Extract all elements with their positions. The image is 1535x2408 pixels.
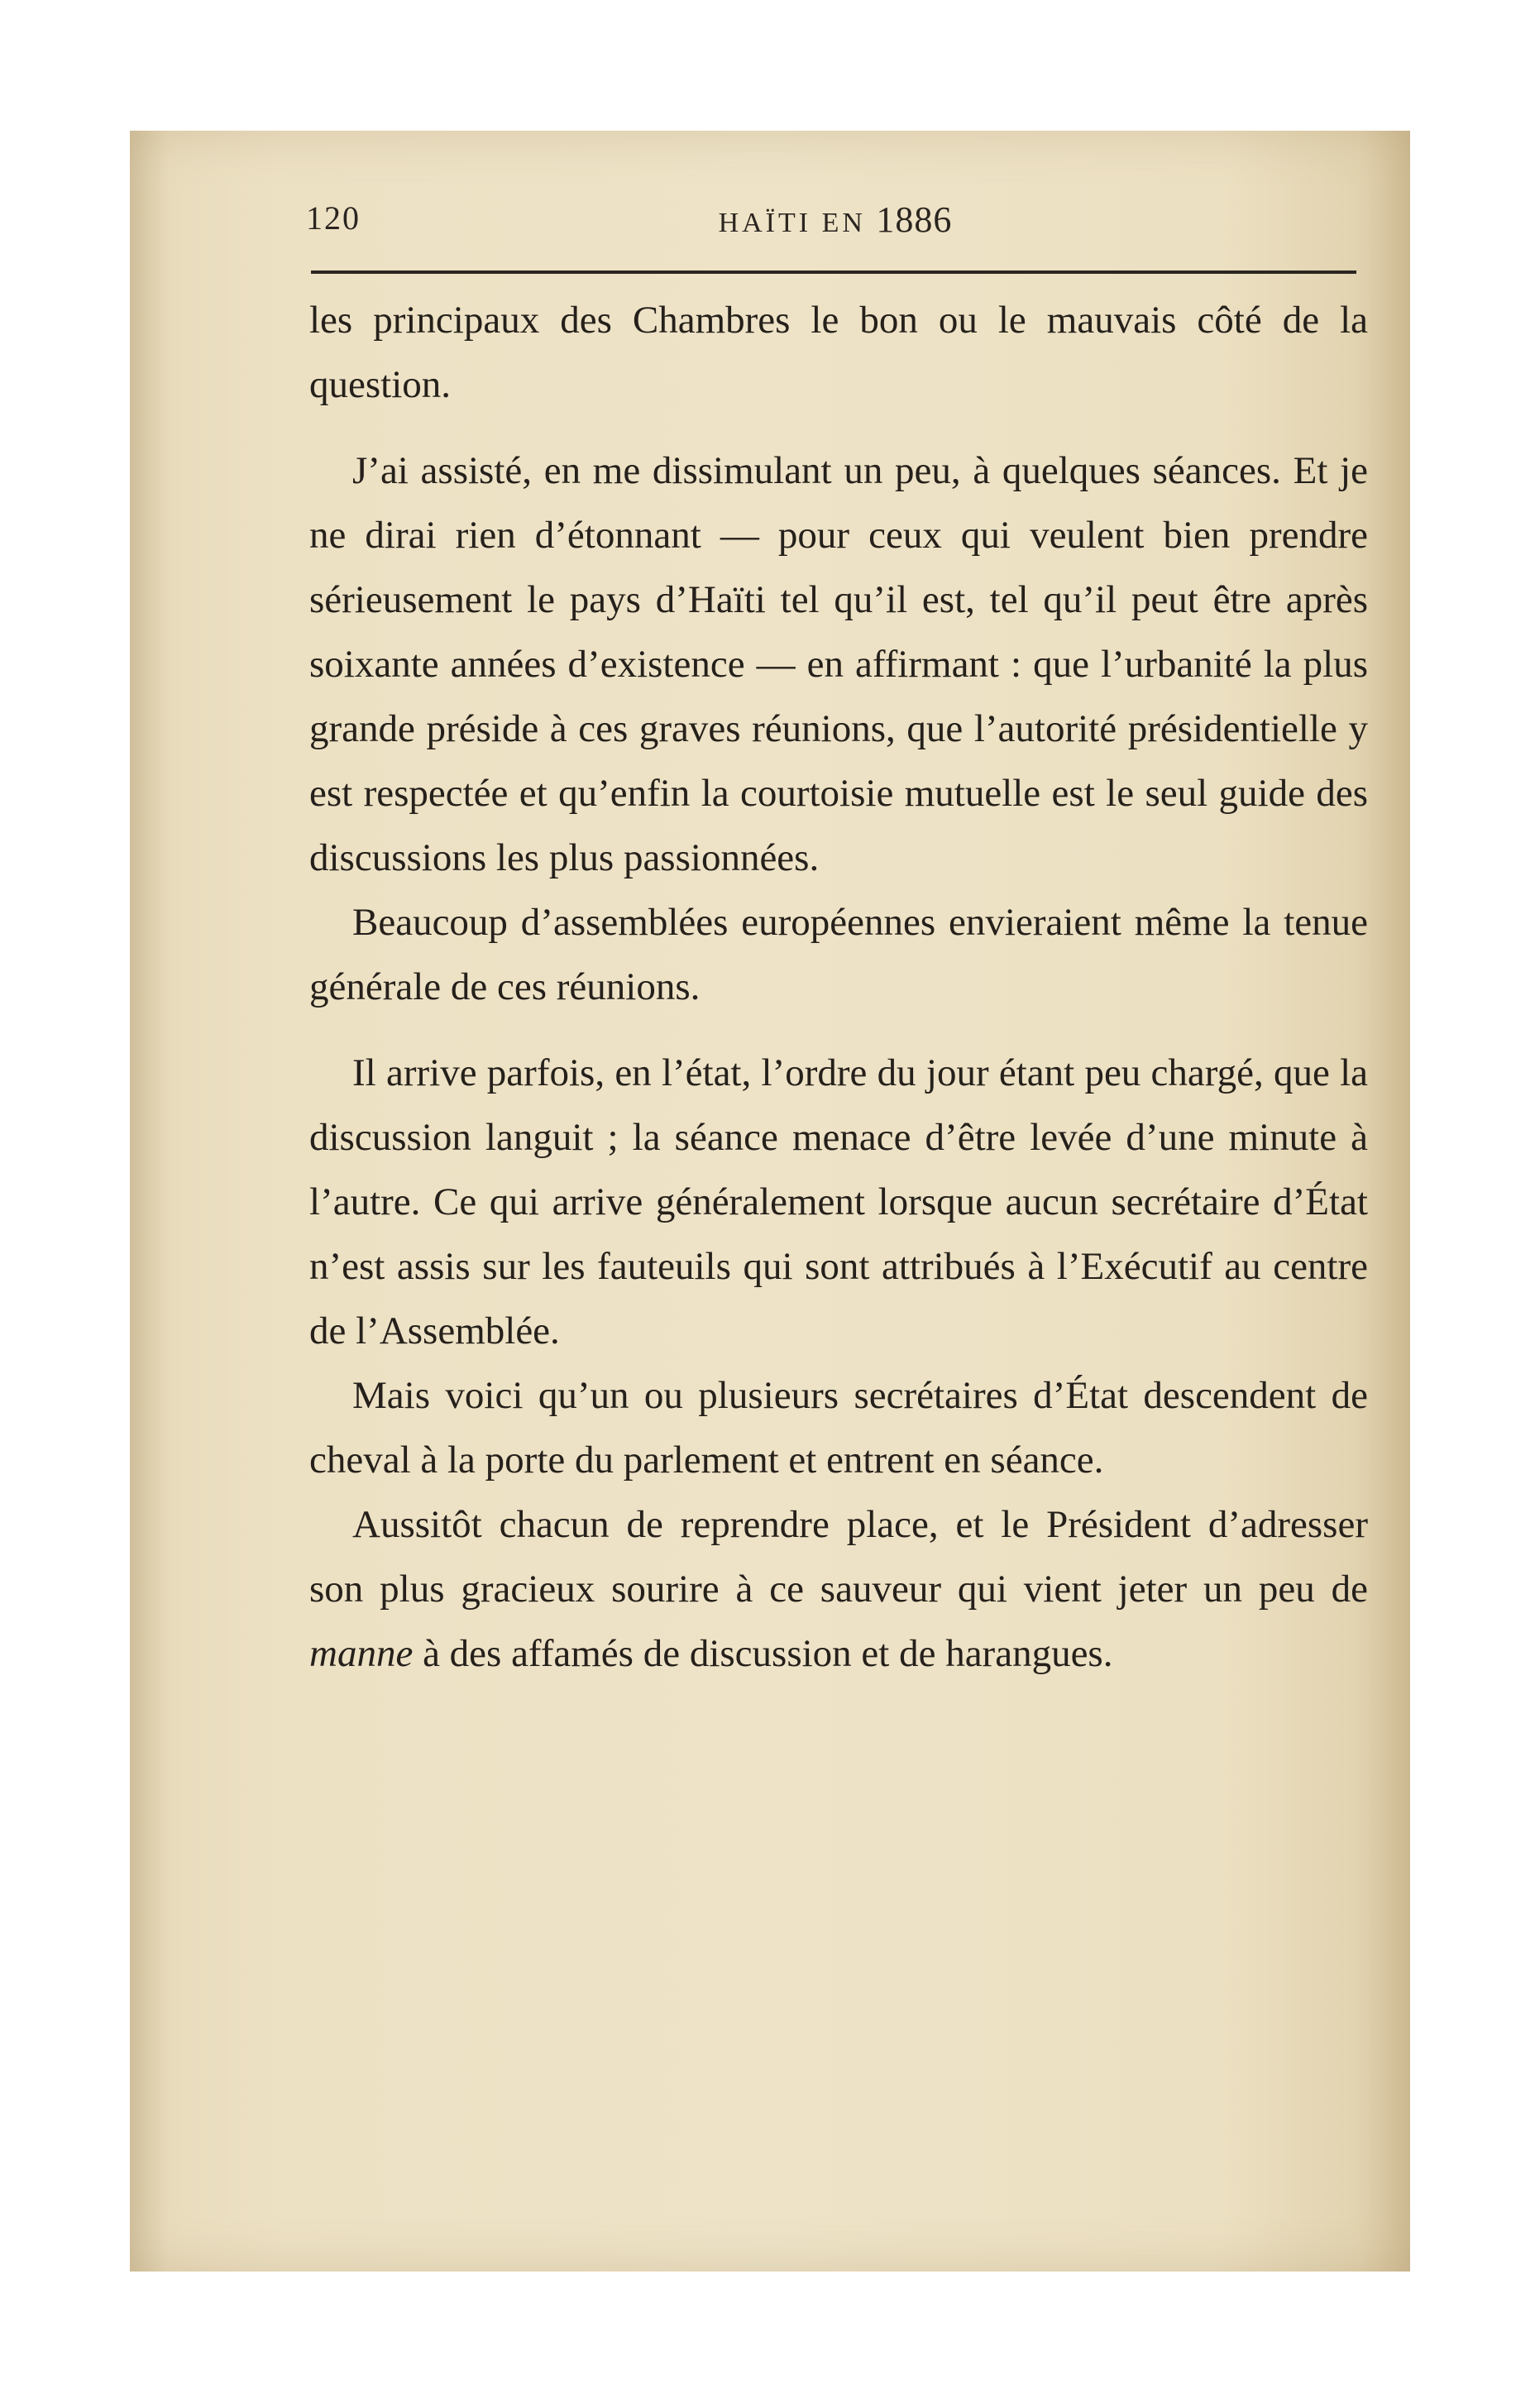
paragraph: J’ai assisté, en me dissimulant un peu, à quelques séances. Et je ne dirai rien d’étonnant — pour ceux qui veulent bien prendre sérieusement le pays d’Haïti tel qu’il est, tel qu’il peut être après soixante années d’existence — en affirmant : que l’urbanité la plus grande préside à ces graves réunions, que l’autorité présidentielle y est respectée et qu’enfin la courtoisie mutuelle est le seul guide des discussions les plus passionnées. [309, 449, 1368, 879]
paragraph: Beaucoup d’assemblées européennes envieraient même la tenue générale de ces réunions. [309, 901, 1368, 1008]
paragraph-continued: les principaux des Chambres le bon ou le mauvais côté de la question. [309, 299, 1368, 406]
page-number: 120 [306, 199, 361, 237]
paragraph-text: Aussitôt chacun de reprendre place, et le Président d’adresser son plus gracieux sourire à ce sauveur qui vient jeter un peu de [309, 1503, 1368, 1611]
header-rule [311, 270, 1356, 274]
running-title [306, 199, 1365, 241]
body-text [309, 288, 1368, 1686]
running-head [306, 199, 1365, 248]
running-title-year: 1886 [876, 199, 953, 240]
italic-word: manne [309, 1632, 414, 1675]
paragraph: Mais voici qu’un ou plusieurs secrétaires d’État descendent de cheval à la porte du parlement et entrent en séance. [309, 1374, 1368, 1482]
paragraph-text: à des affamés de discussion et de harangues. [423, 1632, 1113, 1675]
paragraph: Il arrive parfois, en l’état, l’ordre du jour étant peu chargé, que la discussion languit ; la séance menace d’être levée d’une minute à l’autre. Ce qui arrive généralement lorsque aucun secrétaire d’État n’est assis sur les fauteuils qui sont attribués à l’Exécutif au centre de l’Assemblée. [309, 1051, 1368, 1352]
paragraph-last [309, 1492, 1368, 1686]
running-title-text: HAÏTI EN [718, 208, 866, 238]
